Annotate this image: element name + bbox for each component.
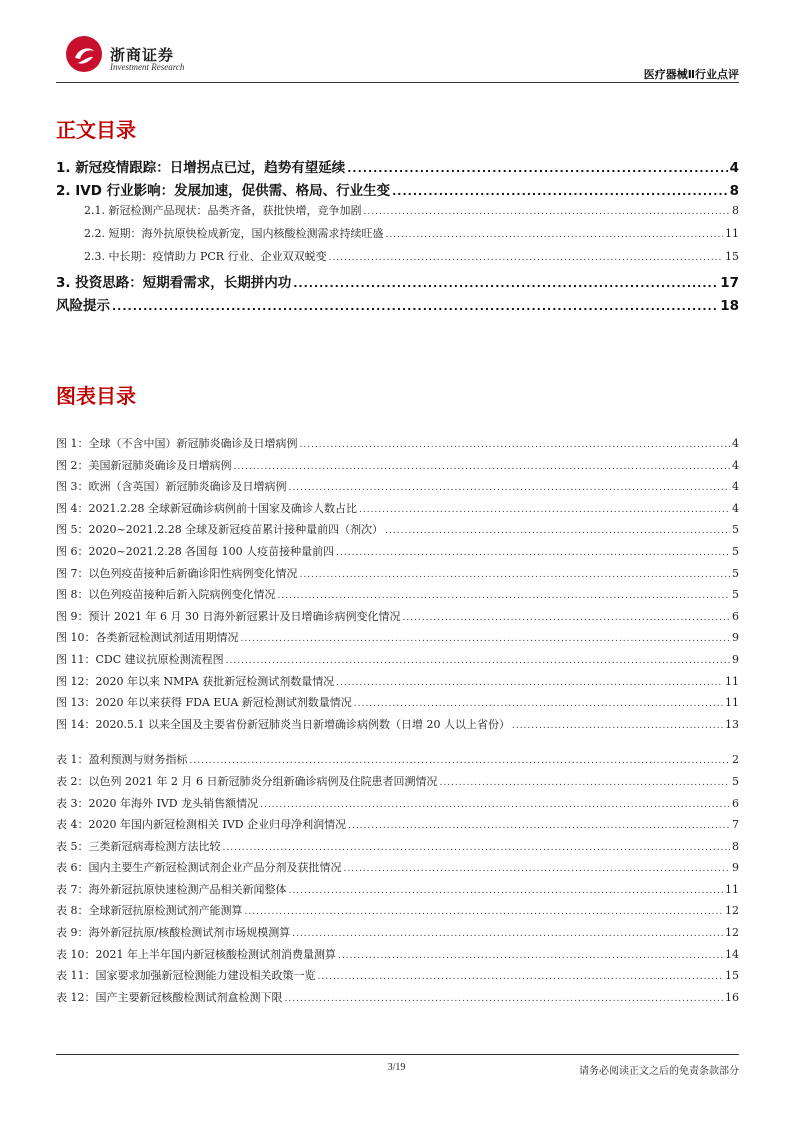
dot-leader	[329, 253, 723, 263]
table-entry-page: 2	[732, 753, 739, 767]
figure-entry-label: 图 10：各类新冠检测试剂适用期情况	[56, 631, 239, 645]
figure-entry-label: 图 8：以色列疫苗接种后新入院病例变化情况	[56, 588, 276, 602]
toc-entry-label: 2.1. 新冠检测产品现状：品类齐备，获批快增，竞争加剧	[84, 204, 362, 217]
figure-entry-label: 图 3：欧洲（含英国）新冠肺炎确诊及日增病例	[56, 480, 287, 494]
table-entry[interactable]	[56, 751, 739, 773]
toc-entry[interactable]	[56, 225, 739, 248]
dot-leader	[289, 886, 724, 896]
report-category: 医疗器械Ⅱ行业点评	[643, 68, 739, 81]
toc-entry[interactable]	[56, 294, 739, 317]
dot-leader	[348, 821, 730, 831]
dot-leader	[289, 483, 731, 493]
dot-leader	[344, 864, 731, 874]
dot-leader	[285, 994, 724, 1004]
page-header	[56, 30, 739, 82]
figure-entry[interactable]	[56, 651, 739, 673]
list-spacer	[56, 737, 739, 751]
table-entry[interactable]	[56, 924, 739, 946]
table-entry[interactable]	[56, 795, 739, 817]
toc-entry-page: 15	[725, 250, 739, 263]
dot-leader	[223, 843, 731, 853]
toc-entry-page: 18	[720, 298, 739, 314]
figure-entry-label: 图 6：2020~2021.2.28 各国每 100 人疫苗接种量前四	[56, 544, 335, 558]
brand-name-en: Investment Research	[110, 62, 185, 72]
dot-leader	[278, 591, 731, 601]
figure-entry[interactable]	[56, 435, 739, 457]
disclaimer-text: 请务必阅读正文之后的免责条款部分	[579, 1066, 739, 1077]
toc-entry-label: 2.3. 中长期：疫情助力 PCR 行业、企业双双蜕变	[84, 250, 327, 263]
toc-entry[interactable]	[56, 248, 739, 271]
figure-entry-page: 4	[732, 437, 739, 450]
figure-entry[interactable]	[56, 608, 739, 630]
figure-entry-page: 4	[732, 501, 739, 515]
table-entry-label: 表 6：国内主要生产新冠检测试剂企业产品分剂及获批情况	[56, 861, 342, 875]
dot-leader	[359, 505, 730, 515]
dot-leader	[245, 907, 724, 917]
table-entry[interactable]	[56, 881, 739, 903]
table-entry-page: 12	[725, 926, 739, 940]
table-entry-page: 6	[732, 796, 739, 810]
table-entry-page: 14	[725, 947, 739, 961]
table-entry-label: 表 1：盈利预测与财务指标	[56, 753, 188, 767]
table-entry-label: 表 9：海外新冠抗原/核酸检测试剂市场规模测算	[56, 926, 291, 940]
toc-entry-page: 8	[732, 204, 739, 217]
table-entry-label: 表 5：三类新冠病毒检测方法比较	[56, 839, 221, 853]
dot-leader	[336, 548, 730, 558]
figure-entry-label: 图 7：以色列疫苗接种后新确诊阳性病例变化情况	[56, 566, 298, 580]
table-entry-page: 12	[725, 904, 739, 918]
dot-leader	[392, 185, 727, 198]
table-entry-page: 16	[725, 990, 739, 1004]
figure-entry-label: 图 5：2020~2021.2.28 全球及新冠疫苗累计接种量前四（剂次）	[56, 523, 384, 537]
figure-entry[interactable]	[56, 521, 739, 543]
toc-entry[interactable]	[56, 179, 739, 202]
figure-entry[interactable]	[56, 694, 739, 716]
figure-entry-page: 5	[732, 566, 739, 580]
dot-leader	[300, 440, 731, 450]
table-entry-label: 表 4：2020 年国内新冠检测相关 IVD 企业归母净利润情况	[56, 818, 347, 832]
toc-entry-page: 4	[729, 160, 739, 176]
dot-leader	[338, 951, 723, 961]
dot-leader	[386, 230, 724, 240]
table-entry-page: 5	[732, 774, 739, 788]
dot-leader	[318, 972, 724, 982]
toc-entry[interactable]	[56, 202, 739, 225]
footer-divider	[56, 1054, 739, 1055]
dot-leader	[336, 678, 723, 688]
figure-entry[interactable]	[56, 543, 739, 565]
figure-entry-page: 13	[725, 717, 739, 731]
dot-leader	[234, 462, 731, 472]
table-entry[interactable]	[56, 859, 739, 881]
figure-entry-label: 图 13：2020 年以来获得 FDA EUA 新冠检测试剂数量情况	[56, 696, 352, 710]
dot-leader	[241, 634, 731, 644]
figure-entry-page: 11	[725, 674, 739, 688]
figure-entry-label: 图 12：2020 年以来 NMPA 获批新冠检测试剂数量情况	[56, 674, 335, 688]
table-entry-page: 7	[732, 818, 739, 832]
dot-leader	[512, 721, 723, 731]
table-entry-label: 表 3：2020 年海外 IVD 龙头销售额情况	[56, 796, 259, 810]
figure-entry-label: 图 1：全球（不含中国）新冠肺炎确诊及日增病例	[56, 437, 298, 450]
table-entry-label: 表 8：全球新冠抗原检测试剂产能测算	[56, 904, 243, 918]
table-entry-page: 15	[725, 969, 739, 983]
header-divider	[56, 82, 739, 83]
figure-entry-label: 图 11：CDC 建议抗原检测流程图	[56, 652, 224, 666]
figure-entry-page: 4	[732, 458, 739, 472]
toc-entry-page: 8	[729, 183, 739, 199]
dot-leader	[347, 162, 727, 175]
table-entry[interactable]	[56, 902, 739, 924]
toc-entry-page: 11	[725, 227, 739, 240]
figure-entry[interactable]	[56, 565, 739, 587]
toc-entry-label: 2.2. 短期：海外抗原快检成新宠，国内核酸检测需求持续旺盛	[84, 227, 384, 240]
table-entry-label: 表 11：国家要求加强新冠检测能力建设相关政策一览	[56, 969, 316, 983]
figure-entry-page: 9	[732, 652, 739, 666]
table-entry[interactable]	[56, 816, 739, 838]
figure-entry-page: 5	[732, 588, 739, 602]
figure-entry[interactable]	[56, 673, 739, 695]
brand-name-cn: 浙商证券	[110, 46, 175, 64]
toc-entry[interactable]	[56, 271, 739, 294]
page-number: 3/19	[387, 1062, 406, 1073]
dot-leader	[112, 300, 718, 313]
dot-leader	[190, 756, 731, 766]
figure-entry[interactable]	[56, 629, 739, 651]
figure-entry-page: 9	[732, 631, 739, 645]
toc-entry[interactable]	[56, 156, 739, 179]
table-entry[interactable]	[56, 773, 739, 795]
figure-entry[interactable]	[56, 716, 739, 738]
toc-title: 正文目录	[56, 118, 136, 142]
figure-entry-page: 6	[732, 609, 739, 623]
figure-entry[interactable]	[56, 478, 739, 500]
table-entry[interactable]	[56, 838, 739, 860]
figure-entry-page: 5	[732, 523, 739, 537]
table-entry-page: 11	[725, 882, 739, 896]
figure-entry[interactable]	[56, 500, 739, 522]
figure-entry-page: 5	[732, 544, 739, 558]
table-entry[interactable]	[56, 967, 739, 989]
figure-entry-page: 11	[725, 696, 739, 710]
dot-leader	[293, 277, 718, 290]
table-entry-page: 8	[732, 839, 739, 853]
toc-entry-label: 2. IVD 行业影响：发展加速，促供需、格局、行业生变	[56, 183, 391, 199]
table-entry-label: 表 2：以色列 2021 年 2 月 6 日新冠肺炎分组新确诊病例及住院患者回溯情况	[56, 774, 438, 788]
figure-list-title: 图表目录	[56, 384, 136, 408]
zheshang-logo-icon	[64, 34, 104, 74]
figure-entry[interactable]	[56, 586, 739, 608]
dot-leader	[385, 526, 730, 536]
toc-list	[56, 156, 739, 317]
table-entry[interactable]	[56, 989, 739, 1011]
dot-leader	[226, 656, 730, 666]
toc-entry-label: 风险提示	[56, 298, 110, 314]
dot-leader	[354, 699, 723, 709]
figure-entry-label: 图 4：2021.2.28 全球新冠确诊病例前十国家及确诊人数占比	[56, 501, 357, 515]
toc-entry-label: 3. 投资思路：短期看需求，长期拼内功	[56, 275, 292, 291]
dot-leader	[402, 613, 730, 623]
dot-leader	[300, 570, 731, 580]
figure-entry[interactable]	[56, 457, 739, 479]
toc-entry-page: 17	[720, 275, 739, 291]
figure-list	[56, 435, 739, 1010]
table-entry-label: 表 7：海外新冠抗原快速检测产品相关新闻整体	[56, 882, 287, 896]
figure-entry-page: 4	[732, 480, 739, 494]
dot-leader	[292, 929, 723, 939]
table-entry[interactable]	[56, 946, 739, 968]
figure-entry-label: 图 14：2020.5.1 以来全国及主要省份新冠肺炎当日新增确诊病例数（日增 20 人以上省份）	[56, 717, 510, 731]
table-entry-label: 表 12：国产主要新冠核酸检测试剂盒检测下限	[56, 990, 283, 1004]
figure-entry-label: 图 9：预计 2021 年 6 月 30 日海外新冠累计及日增确诊病例变化情况	[56, 609, 401, 623]
dot-leader	[260, 800, 730, 810]
dot-leader	[439, 778, 730, 788]
table-entry-page: 9	[732, 861, 739, 875]
dot-leader	[364, 207, 731, 217]
figure-entry-label: 图 2：美国新冠肺炎确诊及日增病例	[56, 458, 232, 472]
toc-entry-label: 1. 新冠疫情跟踪：日增拐点已过，趋势有望延续	[56, 160, 346, 176]
table-entry-label: 表 10：2021 年上半年国内新冠核酸检测试剂消费量测算	[56, 947, 336, 961]
